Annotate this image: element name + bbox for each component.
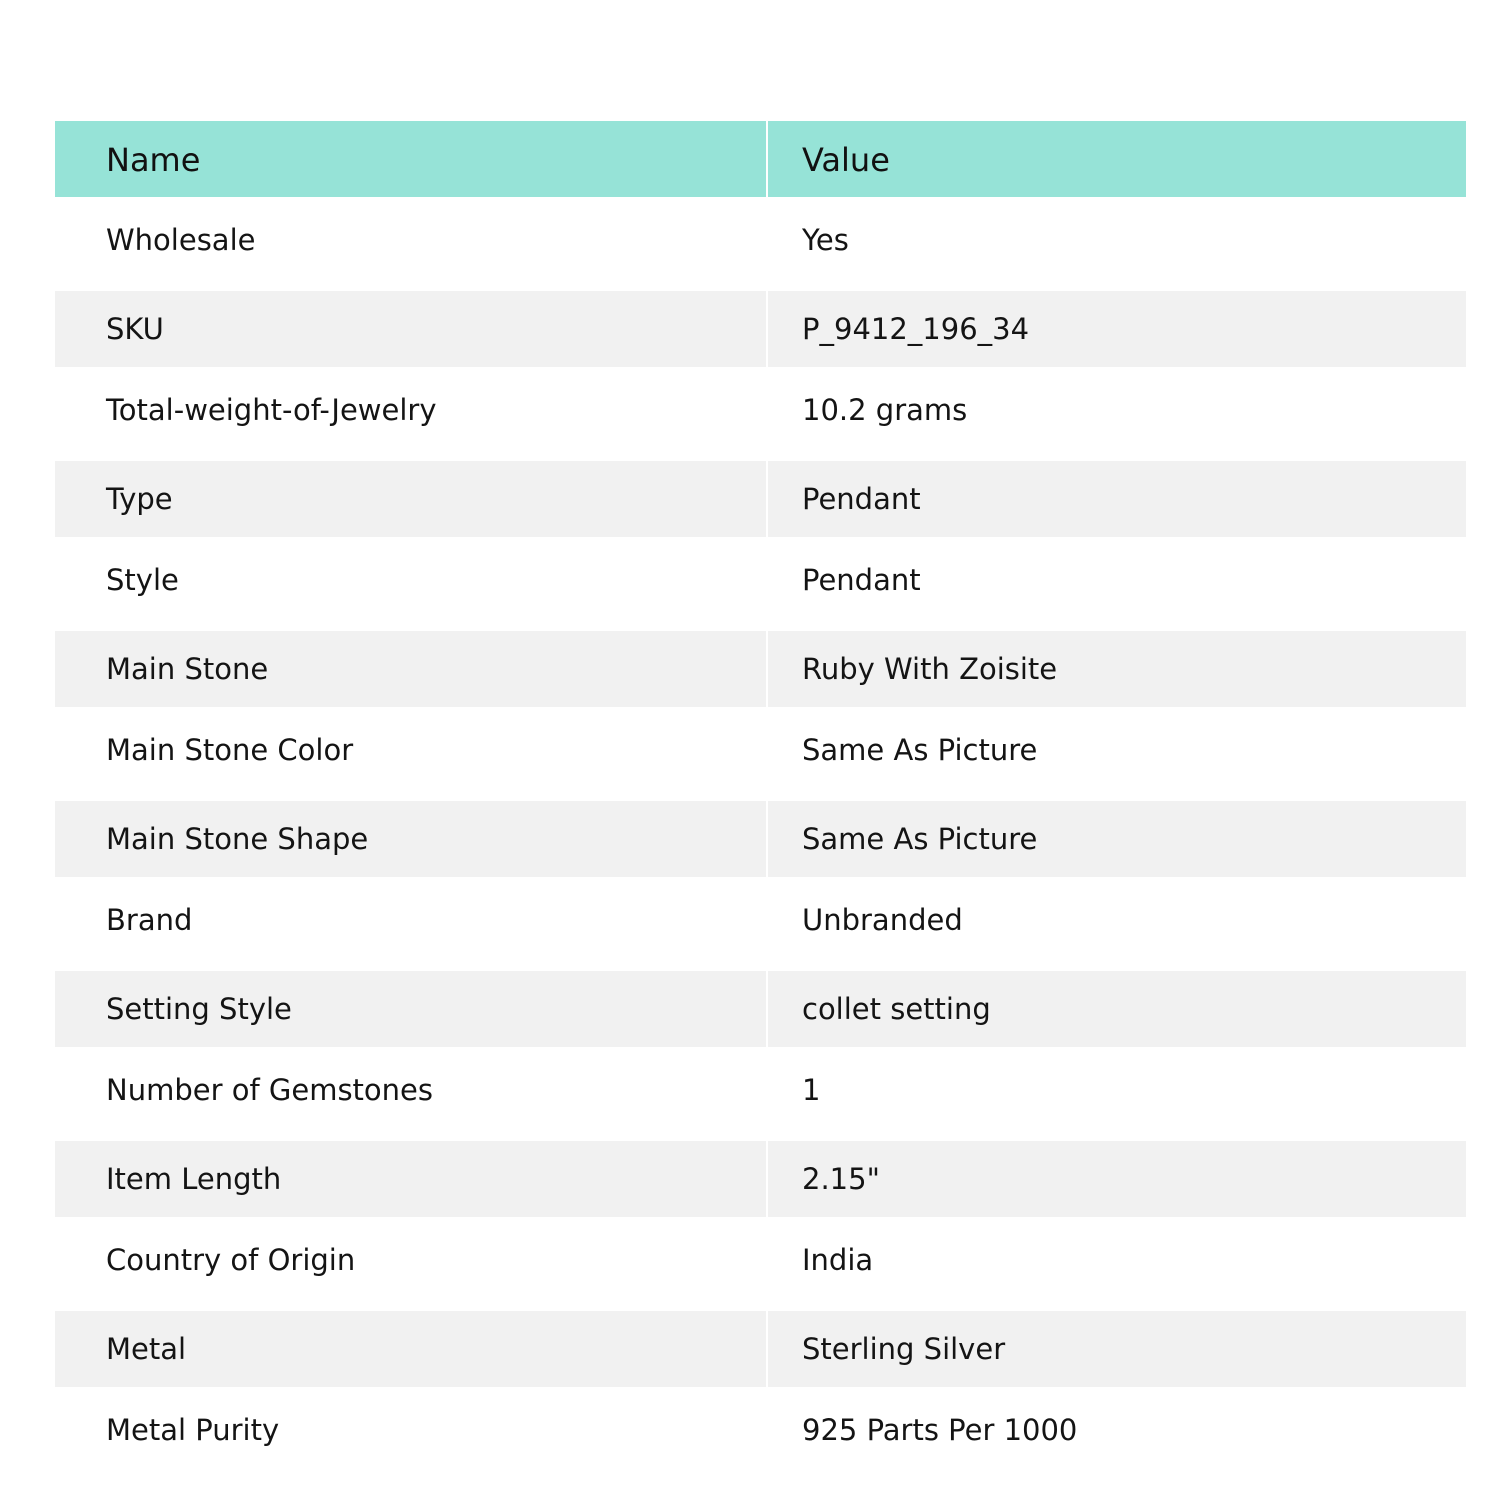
row-value-cell: Same As Picture (766, 801, 1466, 877)
table-row (55, 1141, 1466, 1217)
spec-table (55, 121, 1466, 1472)
row-name-cell: Item Length (55, 1141, 766, 1217)
table-row (55, 461, 1466, 537)
row-name-cell: Total-weight-of-Jewelry (106, 392, 437, 427)
row-name-cell: Wholesale (106, 222, 256, 257)
row-name-cell: Metal (55, 1311, 766, 1387)
row-value-cell: Ruby With Zoisite (766, 631, 1466, 707)
row-value-cell: Pendant (766, 537, 1466, 622)
row-value-cell: 1 (766, 1047, 1466, 1132)
row-value-cell: P_9412_196_34 (766, 291, 1466, 367)
row-name-cell: Metal Purity (106, 1412, 280, 1447)
row-name-cell: Main Stone Color (106, 732, 354, 767)
row-value-cell: Pendant (766, 461, 1466, 537)
row-value-cell: Unbranded (766, 877, 1466, 962)
table-body (55, 197, 1466, 1472)
table-row (55, 631, 1466, 707)
table-header-row (55, 121, 1466, 197)
table-row (55, 1311, 1466, 1387)
row-value-cell: Yes (766, 197, 1466, 282)
table-row (55, 197, 1466, 282)
table-row (55, 707, 1466, 792)
row-name-cell: Number of Gemstones (106, 1072, 434, 1107)
table-row (55, 291, 1466, 367)
row-value-cell: 10.2 grams (766, 367, 1466, 452)
row-name-cell: Type (55, 461, 766, 537)
header-name-cell: Name (55, 121, 766, 197)
table-row (55, 801, 1466, 877)
row-value-cell: India (766, 1217, 1466, 1302)
table-row (55, 877, 1466, 962)
table-row (55, 1047, 1466, 1132)
row-name-cell: Main Stone Shape (55, 801, 766, 877)
row-name-cell: Setting Style (55, 971, 766, 1047)
row-value-cell: collet setting (766, 971, 1466, 1047)
row-value-cell: Sterling Silver (766, 1311, 1466, 1387)
table-row (55, 1217, 1466, 1302)
table-row (55, 367, 1466, 452)
row-name-cell: SKU (55, 291, 766, 367)
row-name-cell: Country of Origin (106, 1242, 356, 1277)
row-value-cell: Same As Picture (766, 707, 1466, 792)
header-value-cell: Value (766, 121, 1466, 197)
row-name-cell: Brand (106, 902, 193, 937)
row-name-cell: Main Stone (55, 631, 766, 707)
row-value-cell: 2.15" (766, 1141, 1466, 1217)
table-row (55, 537, 1466, 622)
row-value-cell: 925 Parts Per 1000 (766, 1387, 1466, 1472)
table-row (55, 1387, 1466, 1472)
row-name-cell: Style (106, 562, 179, 597)
table-row (55, 971, 1466, 1047)
